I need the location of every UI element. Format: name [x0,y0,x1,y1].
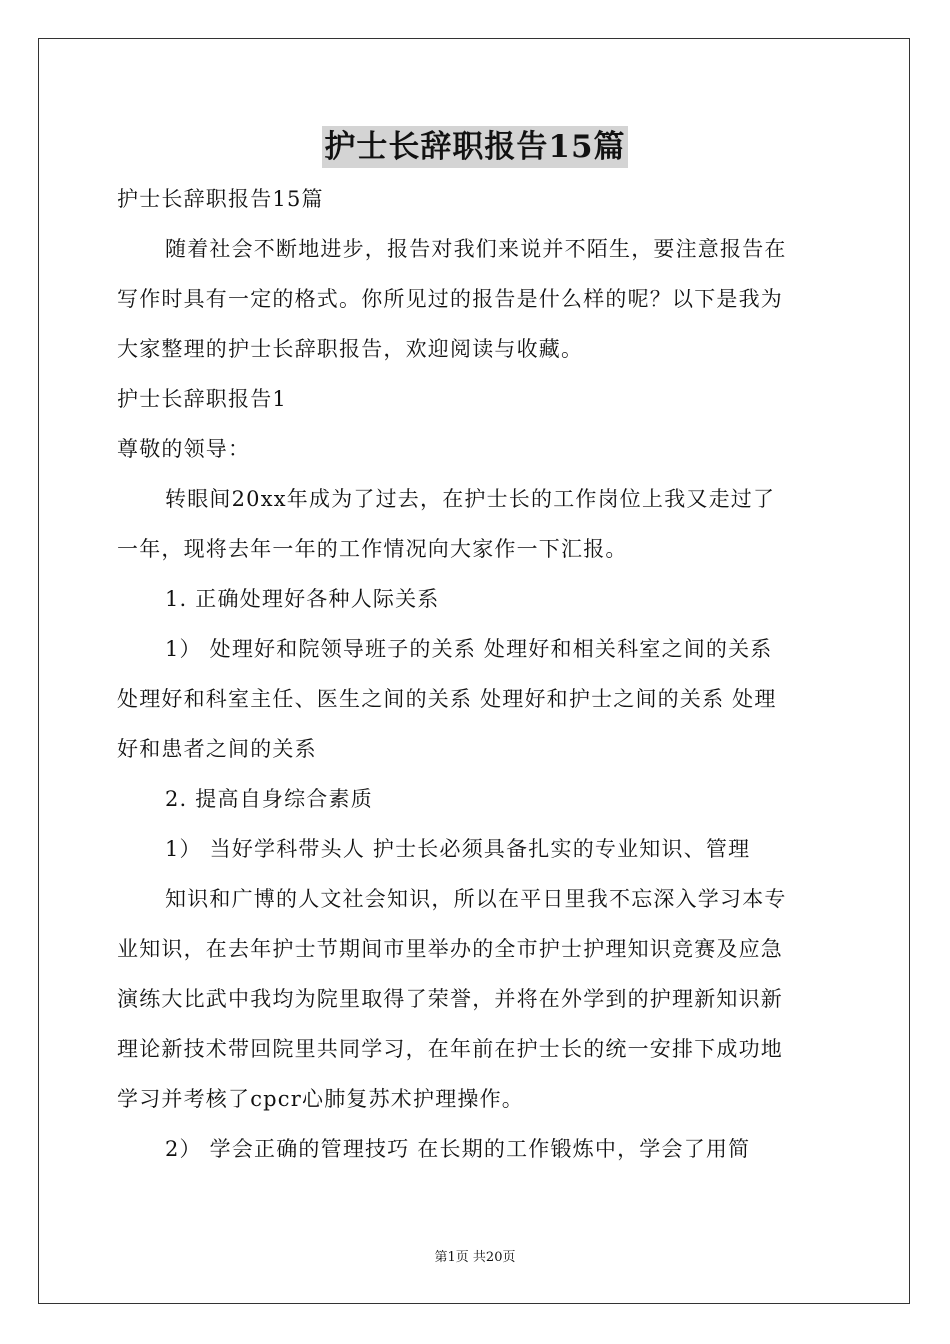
paragraph-line: 业知识，在去年护士节期间市里举办的全市护士护理知识竞赛及应急 [117,937,783,961]
paragraph-line: 写作时具有一定的格式。你所见过的报告是什么样的呢？以下是我为 [117,287,783,311]
paragraph-line: 大家整理的护士长辞职报告，欢迎阅读与收藏。 [117,337,584,361]
paragraph-line: 理论新技术带回院里共同学习，在年前在护士长的统一安排下成功地 [117,1037,783,1061]
page-footer: 第1页 共20页 [434,1250,516,1265]
subtitle: 护士长辞职报告15篇 [117,187,324,211]
paragraph-line: 好和患者之间的关系 [117,737,317,761]
list-heading: 1. 正确处理好各种人际关系 [165,587,440,611]
paragraph-line: 2） 学会正确的管理技巧 在长期的工作锻炼中，学会了用简 [165,1137,751,1161]
paragraph-line: 1） 当好学科带头人 护士长必须具备扎实的专业知识、管理 [165,837,751,861]
document-title: 护士长辞职报告15篇 [322,126,627,168]
title-container [0,126,950,168]
list-heading: 2. 提高自身综合素质 [165,787,373,811]
salutation: 尊敬的领导： [117,437,251,461]
paragraph-line: 知识和广博的人文社会知识，所以在平日里我不忘深入学习本专 [165,887,787,911]
paragraph-line: 学习并考核了cpcr心肺复苏术护理操作。 [117,1087,525,1111]
paragraph-line: 随着社会不断地进步，报告对我们来说并不陌生，要注意报告在 [165,237,787,261]
paragraph-line: 1） 处理好和院领导班子的关系 处理好和相关科室之间的关系 [165,637,773,661]
page-border [38,38,910,1304]
section-heading: 护士长辞职报告1 [117,387,287,411]
paragraph-line: 转眼间20xx年成为了过去，在护士长的工作岗位上我又走过了 [165,487,776,511]
paragraph-line: 处理好和科室主任、医生之间的关系 处理好和护士之间的关系 处理 [117,687,777,711]
paragraph-line: 一年，现将去年一年的工作情况向大家作一下汇报。 [117,537,628,561]
paragraph-line: 演练大比武中我均为院里取得了荣誉，并将在外学到的护理新知识新 [117,987,783,1011]
